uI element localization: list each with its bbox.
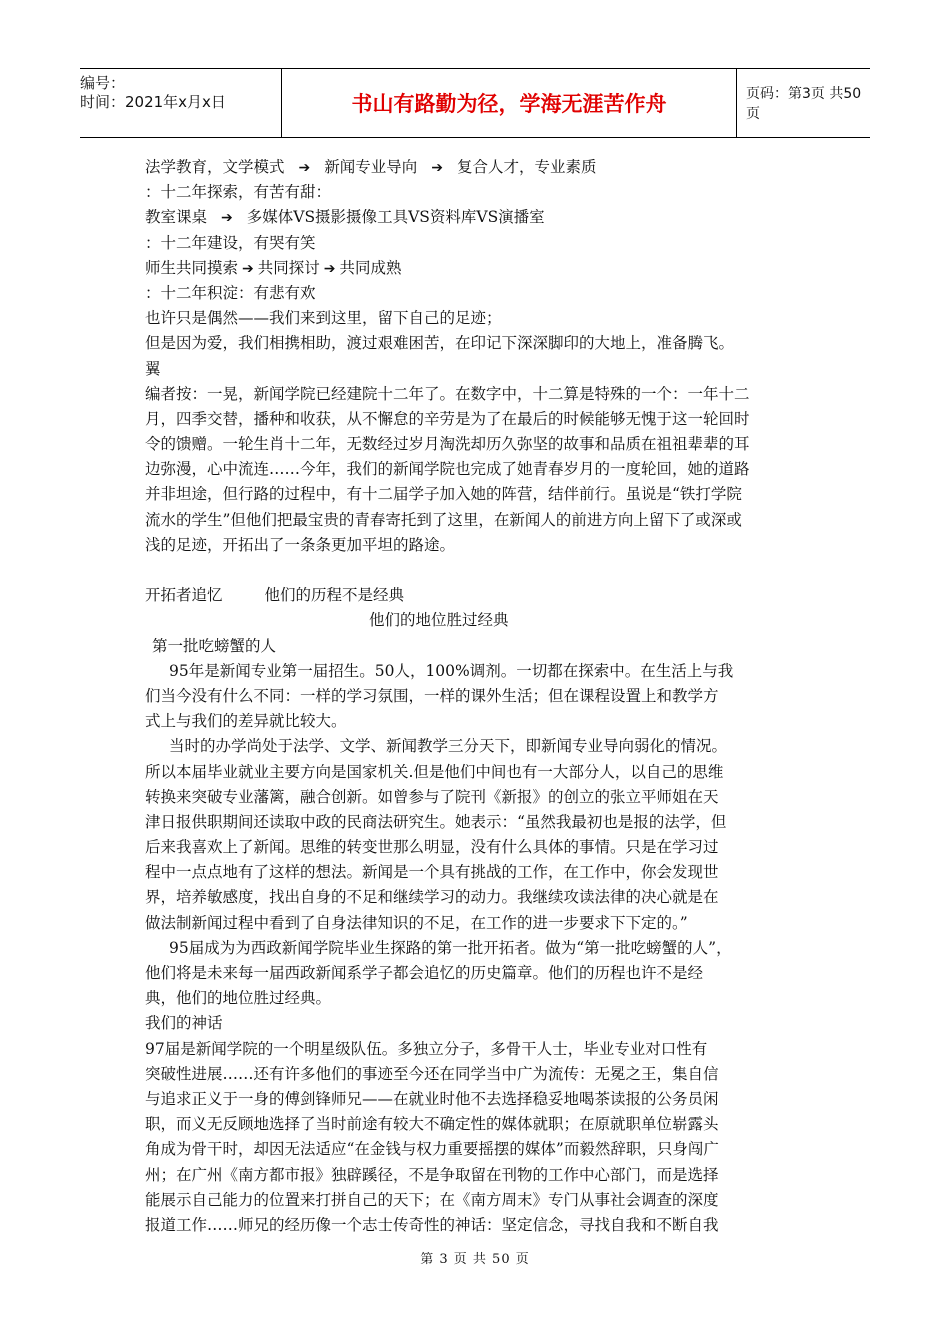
intro-line: 但是因为爱，我们相携相助，渡过艰难困苦，在印记下深深脚印的大地上，准备腾飞。 [145, 334, 735, 353]
flow-step: 共同探讨 [257, 258, 320, 277]
arrow-right-icon: ➔ [431, 160, 443, 176]
header-motto: 书山有路勤为径，学海无涯苦作舟 [351, 92, 667, 116]
arrow-right-icon: ➔ [323, 260, 336, 277]
paragraph-line: 式上与我们的差异就比较大。 [145, 712, 347, 731]
editor-note-line: 月，四季交替，播种和收获，从不懈怠的辛劳是为了在最后的时候能够无愧于这一轮回时 [145, 409, 750, 428]
editor-note-line: 浅的足迹，开拓出了一条条更加平坦的路途。 [145, 535, 456, 554]
paragraph-line: 角成为骨干时，却因无法适应“在金钱与权力重要摇摆的媒体”而毅然辞职，只身闯广 [145, 1140, 719, 1159]
arrow-right-icon: ➔ [298, 160, 311, 176]
document-time-label: 时间：2021年x月x日 [80, 93, 226, 111]
paragraph-line: 报道工作……师兄的经历像一个志士传奇性的神话：坚定信念，寻找自我和不断自我 [145, 1215, 719, 1234]
flow-step: 新闻专业导向 [324, 158, 418, 176]
subheading-first-batch: 第一批吃螃蟹的人 [152, 636, 277, 655]
paragraph-line: 97届是新闻学院的一个明星级队伍。多独立分子，多骨干人士，毕业专业对口性有 [145, 1039, 708, 1058]
editor-note-line: 边弥漫，心中流连……今年，我们的新闻学院也完成了她青春岁月的一度轮回，她的道路 [145, 460, 750, 479]
paragraph-line: 程中一点点地有了这样的想法。新闻是一个具有挑战的工作，在工作中，你会发现世 [145, 863, 719, 882]
section-title [145, 583, 795, 608]
flow-step: 复合人才，专业素质 [457, 158, 597, 176]
header-meta [80, 69, 282, 137]
paragraph-line: 们当今没有什么不同：一样的学习氛围，一样的课外生活；但在课程设置上和教学方 [145, 686, 719, 705]
editor-note-line: 流水的学生”但他们把最宝贵的青春寄托到了这里，在新闻人的前进方向上留下了或深或 [145, 510, 742, 529]
header-page-cell [736, 69, 870, 137]
section-title-right-2: 他们的地位胜过经典 [369, 611, 509, 630]
editor-note-line: 令的馈赠。一轮生肖十二年，无数经过岁月淘洗却历久弥坚的故事和品质在祖祖辈辈的耳 [145, 435, 750, 454]
document-number-label: 编号： [80, 74, 126, 92]
flow-row-1 [145, 155, 795, 180]
flow-row-2 [145, 205, 795, 230]
paragraph-line: 界，培养敏感度，找出自身的不足和继续学习的动力。我继续攻读法律的决心就是在 [145, 888, 719, 907]
paragraph-line: 转换来突破专业藩篱，融合创新。如曾参与了院刊《新报》的创立的张立平师姐在天 [145, 787, 719, 806]
flow-note-2: ：十二年建设，有哭有笑 [145, 233, 316, 252]
page-footer: 第 3 页 共 50 页 [420, 1252, 530, 1267]
intro-line: 也许只是偶然——我们来到这里，留下自己的足迹； [145, 309, 502, 328]
editor-note-line: 并非坦途，但行路的过程中，有十二届学子加入她的阵营，结伴前行。虽说是“铁打学院 [145, 485, 742, 504]
paragraph-line: 津日报供职期间还读取中政的民商法研究生。她表示：“虽然我最初也是报的法学，但 [145, 812, 727, 831]
flow-note-1: ：十二年探索，有苦有甜： [145, 183, 332, 202]
flow-note-3: ：十二年积淀：有悲有欢 [145, 283, 316, 302]
paragraph-line: 职，而义无反顾地选择了当时前途有较大不确定性的媒体就职；在原就职单位崭露头 [145, 1115, 719, 1134]
subheading-our-myth: 我们的神话 [145, 1014, 223, 1033]
header-motto-cell [282, 69, 737, 137]
paragraph-line: 95年是新闻专业第一届招生。50人，100%调剂。一切都在探索中。在生活上与我 [169, 661, 734, 680]
paragraph-line: 能展示自己能力的位置来打拼自己的天下；在《南方周末》专门从事社会调查的深度 [145, 1190, 719, 1209]
section-title-right-1: 他们的历程不是经典 [264, 586, 405, 605]
page-header [80, 68, 870, 138]
flow-step: 法学教育，文学模式 [145, 158, 285, 176]
paragraph-line: 典，他们的地位胜过经典。 [145, 989, 332, 1008]
flow-step: 多媒体VS摄影摄像工具VS资料库VS演播室 [246, 208, 545, 227]
document-body [145, 155, 795, 1238]
flow-row-3 [145, 256, 795, 281]
paragraph-line: 与追求正义于一身的傅剑锋师兄——在就业时他不去选择稳妥地喝茶读报的公务员闲 [145, 1089, 719, 1108]
paragraph-line: 95届成为为西政新闻学院毕业生探路的第一批开拓者。做为“第一批吃螃蟹的人”， [169, 938, 732, 957]
header-page-label: 页码：第3页 共50页 [746, 86, 862, 122]
paragraph-line: 所以本届毕业就业主要方向是国家机关.但是他们中间也有一大部分人，以自己的思维 [145, 762, 724, 781]
arrow-right-icon: ➔ [221, 210, 233, 227]
editor-note-line: 编者按：一晃，新闻学院已经建院十二年了。在数字中，十二算是特殊的一个：一年十二 [145, 384, 750, 403]
flow-step: 共同成熟 [339, 258, 402, 277]
intro-line: 翼 [145, 359, 161, 378]
spacer [145, 558, 795, 583]
section-title-left: 开拓者追忆 [145, 586, 223, 605]
flow-step: 师生共同摸索 [145, 258, 239, 277]
paragraph-line: 突破性进展……还有许多他们的事迹至今还在同学当中广为流传：无冕之王，集自信 [145, 1064, 719, 1083]
paragraph-line: 他们将是未来每一届西政新闻系学子都会追忆的历史篇章。他们的历程也许不是经 [145, 964, 704, 982]
paragraph-line: 后来我喜欢上了新闻。思维的转变世那么明显，没有什么具体的事情。只是在学习过 [145, 838, 719, 857]
arrow-right-icon: ➔ [242, 260, 254, 277]
paragraph-line: 做法制新闻过程中看到了自身法律知识的不足，在工作的进一步要求下下定的。” [145, 913, 688, 932]
paragraph-line: 当时的办学尚处于法学、文学、新闻教学三分天下，即新闻专业导向弱化的情况。 [169, 737, 728, 756]
flow-step: 教室课桌 [145, 208, 208, 227]
paragraph-line: 州；在广州《南方都市报》独辟蹊径，不是争取留在刊物的工作中心部门，而是选择 [145, 1165, 719, 1184]
